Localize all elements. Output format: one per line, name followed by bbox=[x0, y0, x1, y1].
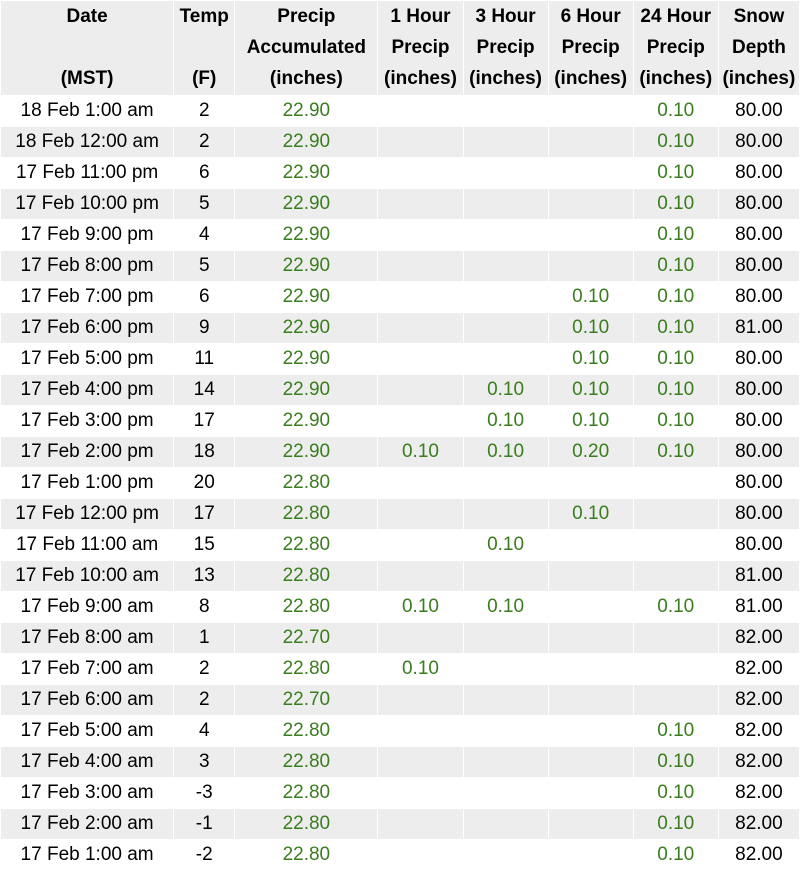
cell-precip-accumulated: 22.80 bbox=[235, 530, 377, 560]
cell-precip-accumulated: 22.70 bbox=[235, 685, 377, 715]
cell-precip-accumulated: 22.80 bbox=[235, 654, 377, 684]
table-row bbox=[1, 809, 799, 839]
cell-1-hour-precip bbox=[378, 716, 462, 746]
cell-date: 18 Feb 12:00 am bbox=[1, 127, 173, 157]
cell-snow-depth: 80.00 bbox=[719, 251, 799, 281]
cell-date: 17 Feb 10:00 am bbox=[1, 561, 173, 591]
cell-precip-accumulated: 22.80 bbox=[235, 499, 377, 529]
cell-date: 17 Feb 9:00 am bbox=[1, 592, 173, 622]
cell-6-hour-precip bbox=[549, 96, 633, 126]
cell-1-hour-precip bbox=[378, 530, 462, 560]
cell-24-hour-precip bbox=[634, 561, 718, 591]
cell-24-hour-precip bbox=[634, 499, 718, 529]
header-3-hour-precip: 3 Hour Precip (inches) bbox=[464, 1, 548, 95]
cell-precip-accumulated: 22.80 bbox=[235, 561, 377, 591]
cell-temp: 6 bbox=[174, 282, 234, 312]
cell-24-hour-precip: 0.10 bbox=[634, 251, 718, 281]
cell-6-hour-precip bbox=[549, 778, 633, 808]
cell-temp: 9 bbox=[174, 313, 234, 343]
cell-3-hour-precip bbox=[464, 778, 548, 808]
cell-precip-accumulated: 22.90 bbox=[235, 158, 377, 188]
cell-temp: 4 bbox=[174, 220, 234, 250]
cell-3-hour-precip: 0.10 bbox=[464, 406, 548, 436]
cell-temp: 2 bbox=[174, 685, 234, 715]
cell-6-hour-precip: 0.10 bbox=[549, 375, 633, 405]
cell-24-hour-precip bbox=[634, 530, 718, 560]
cell-snow-depth: 80.00 bbox=[719, 530, 799, 560]
cell-24-hour-precip: 0.10 bbox=[634, 747, 718, 777]
cell-1-hour-precip bbox=[378, 375, 462, 405]
cell-temp: 2 bbox=[174, 96, 234, 126]
cell-24-hour-precip: 0.10 bbox=[634, 375, 718, 405]
cell-1-hour-precip bbox=[378, 840, 462, 870]
table-row bbox=[1, 499, 799, 529]
cell-3-hour-precip: 0.10 bbox=[464, 375, 548, 405]
cell-precip-accumulated: 22.90 bbox=[235, 127, 377, 157]
cell-date: 17 Feb 6:00 am bbox=[1, 685, 173, 715]
cell-precip-accumulated: 22.90 bbox=[235, 313, 377, 343]
cell-date: 17 Feb 3:00 pm bbox=[1, 406, 173, 436]
cell-3-hour-precip bbox=[464, 716, 548, 746]
cell-1-hour-precip bbox=[378, 778, 462, 808]
cell-3-hour-precip bbox=[464, 499, 548, 529]
cell-6-hour-precip: 0.10 bbox=[549, 313, 633, 343]
cell-precip-accumulated: 22.90 bbox=[235, 189, 377, 219]
table-row bbox=[1, 282, 799, 312]
cell-snow-depth: 80.00 bbox=[719, 344, 799, 374]
cell-1-hour-precip bbox=[378, 189, 462, 219]
cell-24-hour-precip: 0.10 bbox=[634, 406, 718, 436]
cell-6-hour-precip bbox=[549, 592, 633, 622]
cell-6-hour-precip bbox=[549, 840, 633, 870]
cell-snow-depth: 80.00 bbox=[719, 437, 799, 467]
cell-1-hour-precip bbox=[378, 747, 462, 777]
table-row bbox=[1, 375, 799, 405]
cell-snow-depth: 81.00 bbox=[719, 561, 799, 591]
cell-24-hour-precip: 0.10 bbox=[634, 809, 718, 839]
cell-1-hour-precip bbox=[378, 158, 462, 188]
cell-1-hour-precip bbox=[378, 499, 462, 529]
cell-precip-accumulated: 22.70 bbox=[235, 623, 377, 653]
cell-date: 17 Feb 2:00 am bbox=[1, 809, 173, 839]
table-row bbox=[1, 251, 799, 281]
table-body bbox=[1, 96, 799, 870]
cell-temp: -3 bbox=[174, 778, 234, 808]
cell-3-hour-precip bbox=[464, 313, 548, 343]
cell-date: 17 Feb 10:00 pm bbox=[1, 189, 173, 219]
cell-precip-accumulated: 22.80 bbox=[235, 840, 377, 870]
cell-temp: 20 bbox=[174, 468, 234, 498]
header-precip-accumulated: Precip Accumulated (inches) bbox=[235, 1, 377, 95]
cell-temp: 5 bbox=[174, 251, 234, 281]
cell-3-hour-precip bbox=[464, 809, 548, 839]
cell-temp: 17 bbox=[174, 499, 234, 529]
cell-date: 17 Feb 11:00 am bbox=[1, 530, 173, 560]
cell-24-hour-precip: 0.10 bbox=[634, 127, 718, 157]
table-row bbox=[1, 623, 799, 653]
cell-precip-accumulated: 22.80 bbox=[235, 468, 377, 498]
cell-6-hour-precip: 0.10 bbox=[549, 282, 633, 312]
cell-snow-depth: 81.00 bbox=[719, 592, 799, 622]
cell-precip-accumulated: 22.90 bbox=[235, 96, 377, 126]
cell-1-hour-precip bbox=[378, 251, 462, 281]
cell-1-hour-precip bbox=[378, 220, 462, 250]
cell-precip-accumulated: 22.90 bbox=[235, 437, 377, 467]
cell-3-hour-precip bbox=[464, 747, 548, 777]
cell-precip-accumulated: 22.90 bbox=[235, 220, 377, 250]
cell-6-hour-precip bbox=[549, 561, 633, 591]
cell-1-hour-precip bbox=[378, 685, 462, 715]
cell-3-hour-precip: 0.10 bbox=[464, 437, 548, 467]
cell-snow-depth: 82.00 bbox=[719, 778, 799, 808]
table-row bbox=[1, 127, 799, 157]
cell-snow-depth: 80.00 bbox=[719, 406, 799, 436]
cell-snow-depth: 80.00 bbox=[719, 127, 799, 157]
cell-date: 17 Feb 1:00 am bbox=[1, 840, 173, 870]
cell-3-hour-precip bbox=[464, 654, 548, 684]
cell-24-hour-precip bbox=[634, 623, 718, 653]
cell-3-hour-precip bbox=[464, 840, 548, 870]
cell-date: 18 Feb 1:00 am bbox=[1, 96, 173, 126]
cell-snow-depth: 80.00 bbox=[719, 220, 799, 250]
cell-3-hour-precip: 0.10 bbox=[464, 592, 548, 622]
table-row bbox=[1, 406, 799, 436]
cell-24-hour-precip bbox=[634, 685, 718, 715]
table-row bbox=[1, 220, 799, 250]
cell-3-hour-precip: 0.10 bbox=[464, 530, 548, 560]
table-header bbox=[1, 1, 799, 95]
header-row bbox=[1, 1, 799, 95]
cell-snow-depth: 80.00 bbox=[719, 158, 799, 188]
cell-24-hour-precip: 0.10 bbox=[634, 96, 718, 126]
header-1-hour-precip: 1 Hour Precip (inches) bbox=[378, 1, 462, 95]
table-row bbox=[1, 313, 799, 343]
cell-1-hour-precip bbox=[378, 623, 462, 653]
cell-6-hour-precip bbox=[549, 468, 633, 498]
cell-24-hour-precip: 0.10 bbox=[634, 592, 718, 622]
cell-date: 17 Feb 5:00 pm bbox=[1, 344, 173, 374]
table-row bbox=[1, 561, 799, 591]
table-row bbox=[1, 840, 799, 870]
table-row bbox=[1, 189, 799, 219]
cell-6-hour-precip: 0.10 bbox=[549, 344, 633, 374]
cell-temp: 2 bbox=[174, 654, 234, 684]
cell-6-hour-precip bbox=[549, 530, 633, 560]
cell-3-hour-precip bbox=[464, 561, 548, 591]
table-row bbox=[1, 654, 799, 684]
cell-snow-depth: 82.00 bbox=[719, 809, 799, 839]
cell-date: 17 Feb 1:00 pm bbox=[1, 468, 173, 498]
cell-6-hour-precip bbox=[549, 623, 633, 653]
cell-3-hour-precip bbox=[464, 220, 548, 250]
cell-3-hour-precip bbox=[464, 158, 548, 188]
cell-6-hour-precip bbox=[549, 189, 633, 219]
cell-3-hour-precip bbox=[464, 685, 548, 715]
cell-precip-accumulated: 22.80 bbox=[235, 778, 377, 808]
cell-1-hour-precip: 0.10 bbox=[378, 592, 462, 622]
cell-6-hour-precip bbox=[549, 127, 633, 157]
table-row bbox=[1, 716, 799, 746]
cell-temp: 5 bbox=[174, 189, 234, 219]
cell-date: 17 Feb 7:00 pm bbox=[1, 282, 173, 312]
cell-date: 17 Feb 4:00 am bbox=[1, 747, 173, 777]
cell-24-hour-precip: 0.10 bbox=[634, 189, 718, 219]
cell-6-hour-precip bbox=[549, 158, 633, 188]
cell-1-hour-precip: 0.10 bbox=[378, 437, 462, 467]
cell-temp: 11 bbox=[174, 344, 234, 374]
cell-temp: 14 bbox=[174, 375, 234, 405]
header-date: Date (MST) bbox=[1, 1, 173, 95]
cell-3-hour-precip bbox=[464, 623, 548, 653]
cell-temp: 1 bbox=[174, 623, 234, 653]
cell-1-hour-precip bbox=[378, 313, 462, 343]
cell-snow-depth: 80.00 bbox=[719, 375, 799, 405]
header-24-hour-precip: 24 Hour Precip (inches) bbox=[634, 1, 718, 95]
cell-1-hour-precip bbox=[378, 406, 462, 436]
cell-3-hour-precip bbox=[464, 344, 548, 374]
cell-date: 17 Feb 7:00 am bbox=[1, 654, 173, 684]
cell-precip-accumulated: 22.80 bbox=[235, 592, 377, 622]
cell-temp: 17 bbox=[174, 406, 234, 436]
cell-snow-depth: 82.00 bbox=[719, 654, 799, 684]
cell-temp: 15 bbox=[174, 530, 234, 560]
cell-6-hour-precip: 0.20 bbox=[549, 437, 633, 467]
cell-3-hour-precip bbox=[464, 282, 548, 312]
table-row bbox=[1, 437, 799, 467]
cell-1-hour-precip: 0.10 bbox=[378, 654, 462, 684]
cell-snow-depth: 82.00 bbox=[719, 685, 799, 715]
cell-3-hour-precip bbox=[464, 251, 548, 281]
cell-3-hour-precip bbox=[464, 468, 548, 498]
cell-precip-accumulated: 22.90 bbox=[235, 406, 377, 436]
cell-temp: -2 bbox=[174, 840, 234, 870]
cell-6-hour-precip bbox=[549, 809, 633, 839]
cell-24-hour-precip bbox=[634, 468, 718, 498]
cell-date: 17 Feb 6:00 pm bbox=[1, 313, 173, 343]
cell-6-hour-precip: 0.10 bbox=[549, 499, 633, 529]
cell-date: 17 Feb 4:00 pm bbox=[1, 375, 173, 405]
cell-3-hour-precip bbox=[464, 96, 548, 126]
cell-temp: 13 bbox=[174, 561, 234, 591]
cell-24-hour-precip: 0.10 bbox=[634, 158, 718, 188]
cell-snow-depth: 80.00 bbox=[719, 282, 799, 312]
cell-snow-depth: 81.00 bbox=[719, 313, 799, 343]
cell-24-hour-precip: 0.10 bbox=[634, 840, 718, 870]
cell-6-hour-precip bbox=[549, 716, 633, 746]
cell-temp: 8 bbox=[174, 592, 234, 622]
cell-1-hour-precip bbox=[378, 344, 462, 374]
cell-temp: 18 bbox=[174, 437, 234, 467]
header-snow-depth: Snow Depth (inches) bbox=[719, 1, 799, 95]
cell-24-hour-precip: 0.10 bbox=[634, 282, 718, 312]
cell-date: 17 Feb 3:00 am bbox=[1, 778, 173, 808]
table-row bbox=[1, 344, 799, 374]
cell-6-hour-precip bbox=[549, 251, 633, 281]
cell-snow-depth: 82.00 bbox=[719, 716, 799, 746]
cell-snow-depth: 80.00 bbox=[719, 468, 799, 498]
cell-temp: 4 bbox=[174, 716, 234, 746]
cell-snow-depth: 82.00 bbox=[719, 747, 799, 777]
table-row bbox=[1, 158, 799, 188]
cell-snow-depth: 80.00 bbox=[719, 96, 799, 126]
cell-snow-depth: 82.00 bbox=[719, 840, 799, 870]
cell-1-hour-precip bbox=[378, 96, 462, 126]
cell-1-hour-precip bbox=[378, 561, 462, 591]
cell-3-hour-precip bbox=[464, 189, 548, 219]
table-row bbox=[1, 592, 799, 622]
cell-24-hour-precip: 0.10 bbox=[634, 778, 718, 808]
table-row bbox=[1, 468, 799, 498]
cell-6-hour-precip bbox=[549, 654, 633, 684]
cell-6-hour-precip bbox=[549, 685, 633, 715]
cell-24-hour-precip: 0.10 bbox=[634, 344, 718, 374]
cell-date: 17 Feb 5:00 am bbox=[1, 716, 173, 746]
header-6-hour-precip: 6 Hour Precip (inches) bbox=[549, 1, 633, 95]
cell-snow-depth: 80.00 bbox=[719, 189, 799, 219]
cell-3-hour-precip bbox=[464, 127, 548, 157]
cell-date: 17 Feb 9:00 pm bbox=[1, 220, 173, 250]
table-row bbox=[1, 747, 799, 777]
table-row bbox=[1, 778, 799, 808]
cell-1-hour-precip bbox=[378, 468, 462, 498]
header-temp: Temp (F) bbox=[174, 1, 234, 95]
cell-precip-accumulated: 22.80 bbox=[235, 716, 377, 746]
cell-1-hour-precip bbox=[378, 127, 462, 157]
cell-date: 17 Feb 2:00 pm bbox=[1, 437, 173, 467]
cell-precip-accumulated: 22.90 bbox=[235, 344, 377, 374]
cell-24-hour-precip: 0.10 bbox=[634, 716, 718, 746]
table-row bbox=[1, 96, 799, 126]
cell-24-hour-precip bbox=[634, 654, 718, 684]
cell-snow-depth: 80.00 bbox=[719, 499, 799, 529]
cell-temp: -1 bbox=[174, 809, 234, 839]
cell-snow-depth: 82.00 bbox=[719, 623, 799, 653]
cell-1-hour-precip bbox=[378, 282, 462, 312]
cell-6-hour-precip bbox=[549, 747, 633, 777]
table-row bbox=[1, 530, 799, 560]
cell-temp: 3 bbox=[174, 747, 234, 777]
cell-date: 17 Feb 8:00 am bbox=[1, 623, 173, 653]
cell-precip-accumulated: 22.90 bbox=[235, 375, 377, 405]
cell-temp: 2 bbox=[174, 127, 234, 157]
cell-24-hour-precip: 0.10 bbox=[634, 437, 718, 467]
cell-date: 17 Feb 12:00 pm bbox=[1, 499, 173, 529]
cell-24-hour-precip: 0.10 bbox=[634, 313, 718, 343]
cell-1-hour-precip bbox=[378, 809, 462, 839]
cell-date: 17 Feb 8:00 pm bbox=[1, 251, 173, 281]
cell-24-hour-precip: 0.10 bbox=[634, 220, 718, 250]
cell-6-hour-precip bbox=[549, 220, 633, 250]
cell-6-hour-precip: 0.10 bbox=[549, 406, 633, 436]
table-row bbox=[1, 685, 799, 715]
cell-date: 17 Feb 11:00 pm bbox=[1, 158, 173, 188]
cell-precip-accumulated: 22.90 bbox=[235, 251, 377, 281]
cell-precip-accumulated: 22.80 bbox=[235, 809, 377, 839]
cell-precip-accumulated: 22.90 bbox=[235, 282, 377, 312]
cell-precip-accumulated: 22.80 bbox=[235, 747, 377, 777]
cell-temp: 6 bbox=[174, 158, 234, 188]
